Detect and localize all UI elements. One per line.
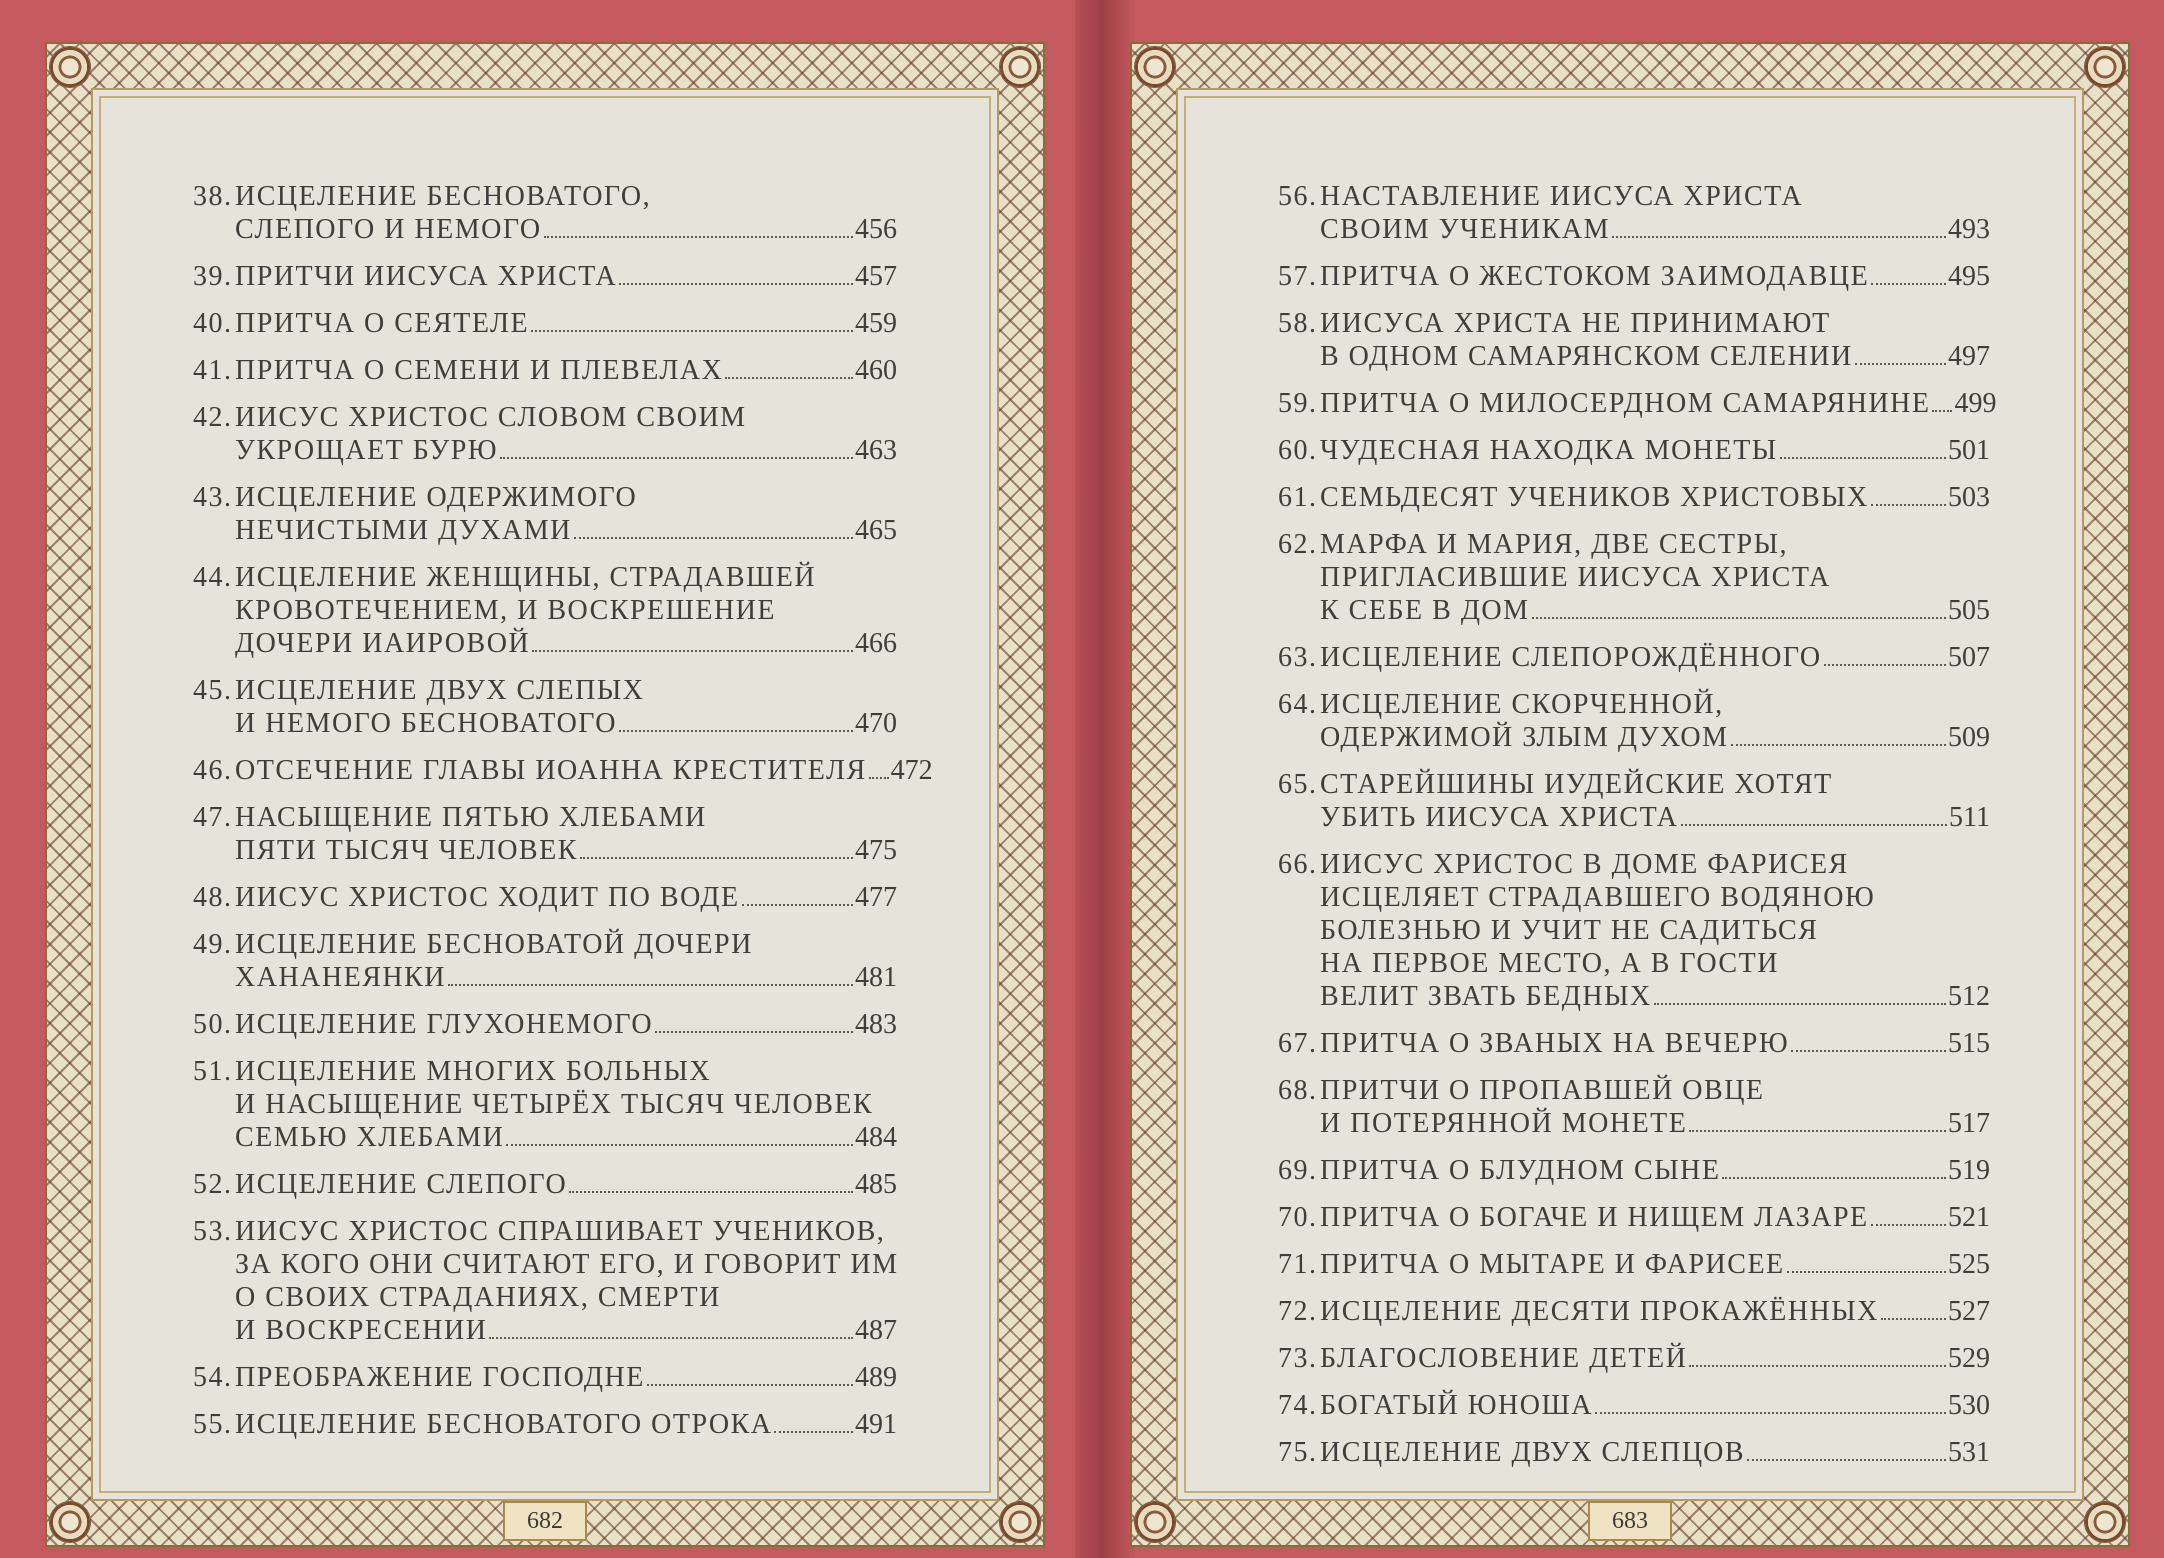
- dot-leader: [1689, 1365, 1946, 1367]
- toc-entry-title-line: ПЯТИ ТЫСЯЧ ЧЕЛОВЕК: [235, 835, 578, 866]
- toc-entry-number: 58.: [1278, 308, 1318, 339]
- toc-entry-page: 512: [1948, 981, 1990, 1012]
- toc-entry-title-line: ПРИТЧА О СЕМЕНИ И ПЛЕВЕЛАХ: [235, 355, 724, 386]
- toc-entry: [1278, 688, 1990, 754]
- right-page-paper: [1176, 88, 2084, 1501]
- toc-entry: [1278, 641, 1990, 674]
- toc-entry: [193, 260, 897, 293]
- toc-entry-number: 60.: [1278, 435, 1318, 466]
- toc-entry-number: 44.: [193, 562, 233, 593]
- toc-entry-title-line: СЛЕПОГО И НЕМОГО: [235, 214, 542, 245]
- corner-ornament-icon: [2084, 46, 2126, 88]
- toc-entry-title-line: И ПОТЕРЯННОЙ МОНЕТЕ: [1320, 1108, 1688, 1139]
- toc-entry-page: 503: [1948, 482, 1990, 513]
- toc-entry: [1278, 1027, 1990, 1060]
- dot-leader: [1871, 504, 1946, 506]
- toc-entry-title-line: ИСЦЕЛЕНИЕ ГЛУХОНЕМОГО: [235, 1009, 654, 1040]
- dot-leader: [1780, 457, 1946, 459]
- toc-entry-title-line: И НЕМОГО БЕСНОВАТОГО: [235, 708, 618, 739]
- corner-ornament-icon: [1134, 46, 1176, 88]
- toc-entry-title-line: НАСТАВЛЕНИЕ ИИСУСА ХРИСТА: [1320, 181, 1804, 212]
- dot-leader: [725, 377, 853, 379]
- toc-entry-title-line: БОГАТЫЙ ЮНОША: [1320, 1390, 1593, 1421]
- corner-ornament-icon: [49, 1501, 91, 1543]
- dot-leader: [500, 457, 853, 459]
- toc-entry-page: 527: [1948, 1296, 1990, 1327]
- toc-entry-title-line: ИСЦЕЛЕНИЕ ДВУХ СЛЕПЫХ: [235, 675, 645, 706]
- toc-entry-title-line: ХАНАНЕЯНКИ: [235, 962, 446, 993]
- toc-entry-number: 56.: [1278, 181, 1318, 212]
- dot-leader: [1932, 410, 1952, 412]
- toc-entry-page: 521: [1948, 1202, 1990, 1233]
- dot-leader: [531, 330, 853, 332]
- toc-entry-title-line: ПРИТЧИ О ПРОПАВШЕЙ ОВЦЕ: [1320, 1075, 1765, 1106]
- toc-entry: [193, 1008, 897, 1041]
- toc-entry-page: 505: [1948, 595, 1990, 626]
- toc-entry: [1278, 1342, 1990, 1375]
- toc-entry-title-line: СВОИМ УЧЕНИКАМ: [1320, 214, 1611, 245]
- toc-entry: [193, 1361, 897, 1394]
- toc-entry-number: 52.: [193, 1169, 233, 1200]
- toc-entry-number: 59.: [1278, 388, 1318, 419]
- toc-entry-number: 67.: [1278, 1028, 1318, 1059]
- toc-entry-page: 475: [855, 835, 897, 866]
- dot-leader: [1787, 1271, 1946, 1273]
- toc-entry: [193, 307, 897, 340]
- toc-entry-page: 481: [855, 962, 897, 993]
- toc-entry-title-line: ИИСУС ХРИСТОС СПРАШИВАЕТ УЧЕНИКОВ,: [235, 1216, 886, 1247]
- toc-entry: [193, 1408, 897, 1441]
- toc-entry-number: 64.: [1278, 689, 1318, 720]
- book-gutter: [1075, 0, 1135, 1558]
- toc-entry-title-line: ПРИТЧА О ЖЕСТОКОМ ЗАИМОДАВЦЕ: [1320, 261, 1870, 292]
- toc-entry-title-line: ИСЦЕЛЯЕТ СТРАДАВШЕГО ВОДЯНОЮ: [1320, 882, 1876, 913]
- dot-leader: [869, 777, 889, 779]
- toc-entry: [193, 180, 897, 246]
- toc-entry-page: 485: [855, 1169, 897, 1200]
- toc-entry-number: 65.: [1278, 769, 1318, 800]
- toc-entry-page: 483: [855, 1009, 897, 1040]
- page-number: 683: [1588, 1501, 1672, 1541]
- toc-entry-page: 497: [1948, 341, 1990, 372]
- toc-entry-number: 42.: [193, 402, 233, 433]
- toc-entry-number: 46.: [193, 755, 233, 786]
- dot-leader: [506, 1144, 853, 1146]
- toc-entry-title-line: ПРИГЛАСИВШИЕ ИИСУСА ХРИСТА: [1320, 562, 1831, 593]
- toc-entry: [193, 754, 933, 787]
- dot-leader: [448, 984, 853, 986]
- toc-entry-page: 529: [1948, 1343, 1990, 1374]
- toc-entry-title-line: ОТСЕЧЕНИЕ ГЛАВЫ ИОАННА КРЕСТИТЕЛЯ: [235, 755, 867, 786]
- corner-ornament-icon: [49, 46, 91, 88]
- dot-leader: [569, 1191, 853, 1193]
- dot-leader: [1654, 1003, 1946, 1005]
- dot-leader: [489, 1337, 853, 1339]
- dot-leader: [1595, 1412, 1946, 1414]
- page-number: 682: [503, 1501, 587, 1541]
- toc-entry-title-line: ПРИТЧА О БЛУДНОМ СЫНЕ: [1320, 1155, 1721, 1186]
- toc-entry-number: 68.: [1278, 1075, 1318, 1106]
- toc-entry: [193, 561, 897, 660]
- toc-entry-page: 460: [855, 355, 897, 386]
- toc-entry-page: 495: [1948, 261, 1990, 292]
- dot-leader: [1881, 1318, 1946, 1320]
- toc-entry-number: 55.: [193, 1409, 233, 1440]
- toc-entry-number: 47.: [193, 802, 233, 833]
- toc-entry-page: 470: [855, 708, 897, 739]
- toc-entry: [193, 1215, 897, 1347]
- toc-entry-page: 456: [855, 214, 897, 245]
- dot-leader: [742, 904, 853, 906]
- toc-entry-title-line: СТАРЕЙШИНЫ ИУДЕЙСКИЕ ХОТЯТ: [1320, 769, 1833, 800]
- toc-entry-number: 66.: [1278, 849, 1318, 880]
- toc-entry: [193, 481, 897, 547]
- toc-entry-number: 69.: [1278, 1155, 1318, 1186]
- toc-entry-page: 489: [855, 1362, 897, 1393]
- dot-leader: [532, 650, 853, 652]
- toc-entry-page: 491: [855, 1409, 897, 1440]
- dot-leader: [619, 730, 853, 732]
- toc-entry-number: 50.: [193, 1009, 233, 1040]
- toc-entry: [1278, 481, 1990, 514]
- toc-entry-page: 525: [1948, 1249, 1990, 1280]
- toc-entry: [1278, 1154, 1990, 1187]
- toc-entry-title-line: В ОДНОМ САМАРЯНСКОМ СЕЛЕНИИ: [1320, 341, 1853, 372]
- toc-entry: [193, 674, 897, 740]
- toc-entry: [193, 401, 897, 467]
- toc-entry-page: 493: [1948, 214, 1990, 245]
- dot-leader: [1824, 664, 1946, 666]
- toc-entry-title-line: ИСЦЕЛЕНИЕ ДЕСЯТИ ПРОКАЖЁННЫХ: [1320, 1296, 1879, 1327]
- toc-entry-title-line: ИСЦЕЛЕНИЕ СЛЕПОГО: [235, 1169, 568, 1200]
- toc-entry-title-line: ПРИТЧИ ИИСУСА ХРИСТА: [235, 261, 618, 292]
- toc-entry-number: 63.: [1278, 642, 1318, 673]
- toc-entry-page: 517: [1948, 1108, 1990, 1139]
- toc-entry-title-line: МАРФА И МАРИЯ, ДВЕ СЕСТРЫ,: [1320, 529, 1789, 560]
- dot-leader: [580, 857, 853, 859]
- dot-leader: [1532, 617, 1946, 619]
- toc-entry: [193, 928, 897, 994]
- toc-entry-title-line: ИСЦЕЛЕНИЕ БЕСНОВАТОГО ОТРОКА: [235, 1409, 773, 1440]
- dot-leader: [647, 1384, 853, 1386]
- toc-entry-title-line: ИИСУС ХРИСТОС В ДОМЕ ФАРИСЕЯ: [1320, 849, 1849, 880]
- toc-entry-title-line: И НАСЫЩЕНИЕ ЧЕТЫРЁХ ТЫСЯЧ ЧЕЛОВЕК: [235, 1089, 874, 1120]
- toc-entry-title-line: ИСЦЕЛЕНИЕ ДВУХ СЛЕПЦОВ: [1320, 1437, 1746, 1468]
- toc-entry-title-line: ИИСУС ХРИСТОС СЛОВОМ СВОИМ: [235, 402, 747, 433]
- toc-entry-title-line: ИСЦЕЛЕНИЕ БЕСНОВАТОЙ ДОЧЕРИ: [235, 929, 753, 960]
- toc-entry-number: 72.: [1278, 1296, 1318, 1327]
- dot-leader: [1747, 1459, 1946, 1461]
- toc-entry-page: 519: [1948, 1155, 1990, 1186]
- toc-entry-number: 49.: [193, 929, 233, 960]
- toc-entry-number: 41.: [193, 355, 233, 386]
- toc-entry: [1278, 528, 1990, 627]
- toc-entry-title-line: ВЕЛИТ ЗВАТЬ БЕДНЫХ: [1320, 981, 1652, 1012]
- toc-entry-title-line: ИИСУСА ХРИСТА НЕ ПРИНИМАЮТ: [1320, 308, 1831, 339]
- toc-entry-title-line: УБИТЬ ИИСУСА ХРИСТА: [1320, 802, 1679, 833]
- toc-entry-number: 48.: [193, 882, 233, 913]
- toc-entry-number: 43.: [193, 482, 233, 513]
- dot-leader: [1855, 363, 1946, 365]
- toc-entry-number: 53.: [193, 1216, 233, 1247]
- toc-entry-number: 70.: [1278, 1202, 1318, 1233]
- toc-entry-number: 40.: [193, 308, 233, 339]
- toc-entry-title-line: НА ПЕРВОЕ МЕСТО, А В ГОСТИ: [1320, 948, 1779, 979]
- corner-ornament-icon: [999, 1501, 1041, 1543]
- toc-entry: [1278, 1295, 1990, 1328]
- toc-entry-title-line: К СЕБЕ В ДОМ: [1320, 595, 1530, 626]
- toc-entry: [1278, 848, 1990, 1013]
- toc-entry-title-line: ИСЦЕЛЕНИЕ ЖЕНЩИНЫ, СТРАДАВШЕЙ: [235, 562, 817, 593]
- dot-leader: [1722, 1177, 1946, 1179]
- toc-entry-title-line: ДОЧЕРИ ИАИРОВОЙ: [235, 628, 531, 659]
- toc-entry: [1278, 1248, 1990, 1281]
- toc-entry-page: 459: [855, 308, 897, 339]
- left-page-paper: [91, 88, 999, 1501]
- toc-entry-title-line: УКРОЩАЕТ БУРЮ: [235, 435, 499, 466]
- toc-entry-number: 54.: [193, 1362, 233, 1393]
- toc-entry-title-line: ПРИТЧА О МИЛОСЕРДНОМ САМАРЯНИНЕ: [1320, 388, 1931, 419]
- toc-entry-page: 463: [855, 435, 897, 466]
- toc-entry-title-line: И ВОСКРЕСЕНИИ: [235, 1315, 488, 1346]
- toc-entry-title-line: ПРЕОБРАЖЕНИЕ ГОСПОДНЕ: [235, 1362, 645, 1393]
- toc-entry-title-line: ЗА КОГО ОНИ СЧИТАЮТ ЕГО, И ГОВОРИТ ИМ: [235, 1249, 899, 1280]
- toc-entry: [193, 881, 897, 914]
- corner-ornament-icon: [2084, 1501, 2126, 1543]
- toc-entry-page: 472: [890, 755, 933, 786]
- toc-entry-title-line: НАСЫЩЕНИЕ ПЯТЬЮ ХЛЕБАМИ: [235, 802, 707, 833]
- toc-entry-title-line: ИСЦЕЛЕНИЕ БЕСНОВАТОГО,: [235, 181, 652, 212]
- toc-entry-title-line: ПРИТЧА О МЫТАРЕ И ФАРИСЕЕ: [1320, 1249, 1785, 1280]
- toc-entry: [193, 1055, 897, 1154]
- toc-entry-page: 487: [855, 1315, 897, 1346]
- toc-entry-title-line: ИСЦЕЛЕНИЕ СЛЕПОРОЖДЁННОГО: [1320, 642, 1822, 673]
- toc-entry: [193, 1168, 897, 1201]
- corner-ornament-icon: [1134, 1501, 1176, 1543]
- toc-entry: [193, 801, 897, 867]
- toc-entry-title-line: ИСЦЕЛЕНИЕ МНОГИХ БОЛЬНЫХ: [235, 1056, 712, 1087]
- left-page: [45, 42, 1045, 1547]
- toc-entry-number: 71.: [1278, 1249, 1318, 1280]
- toc-entry-title-line: ИИСУС ХРИСТОС ХОДИТ ПО ВОДЕ: [235, 882, 740, 913]
- toc-entry-title-line: ИСЦЕЛЕНИЕ ОДЕРЖИМОГО: [235, 482, 638, 513]
- toc-entry: [1278, 434, 1990, 467]
- toc-entry-page: 457: [855, 261, 897, 292]
- dot-leader: [574, 537, 853, 539]
- toc-entry-title-line: КРОВОТЕЧЕНИЕМ, И ВОСКРЕШЕНИЕ: [235, 595, 777, 626]
- dot-leader: [1791, 1050, 1946, 1052]
- toc-entry-number: 57.: [1278, 261, 1318, 292]
- toc-entry-number: 62.: [1278, 529, 1318, 560]
- toc-list: [1278, 180, 1997, 1483]
- toc-entry-title-line: СЕМЬДЕСЯТ УЧЕНИКОВ ХРИСТОВЫХ: [1320, 482, 1869, 513]
- toc-entry: [1278, 387, 1997, 420]
- toc-entry-title-line: ПРИТЧА О ЗВАНЫХ НА ВЕЧЕРЮ: [1320, 1028, 1790, 1059]
- toc-entry-title-line: ПРИТЧА О БОГАЧЕ И НИЩЕМ ЛАЗАРЕ: [1320, 1202, 1869, 1233]
- dot-leader: [1689, 1130, 1946, 1132]
- dot-leader: [655, 1031, 853, 1033]
- toc-entry-title-line: ИСЦЕЛЕНИЕ СКОРЧЕННОЙ,: [1320, 689, 1724, 720]
- toc-entry: [1278, 180, 1990, 246]
- toc-entry-number: 61.: [1278, 482, 1318, 513]
- toc-list: [193, 180, 933, 1455]
- toc-entry-title-line: ЧУДЕСНАЯ НАХОДКА МОНЕТЫ: [1320, 435, 1778, 466]
- toc-entry-page: 531: [1948, 1437, 1990, 1468]
- toc-entry: [1278, 1074, 1990, 1140]
- toc-entry-number: 51.: [193, 1056, 233, 1087]
- toc-entry: [193, 354, 897, 387]
- toc-entry-page: 499: [1954, 388, 1997, 419]
- right-page: [1130, 42, 2130, 1547]
- toc-entry-title-line: ОДЕРЖИМОЙ ЗЛЫМ ДУХОМ: [1320, 722, 1729, 753]
- toc-entry-page: 477: [855, 882, 897, 913]
- toc-entry: [1278, 1389, 1990, 1422]
- dot-leader: [1612, 236, 1946, 238]
- toc-entry-page: 509: [1948, 722, 1990, 753]
- dot-leader: [544, 236, 853, 238]
- toc-entry-page: 507: [1948, 642, 1990, 673]
- toc-entry: [1278, 1436, 1990, 1469]
- dot-leader: [1681, 824, 1948, 826]
- dot-leader: [774, 1431, 853, 1433]
- toc-entry: [1278, 1201, 1990, 1234]
- dot-leader: [1731, 744, 1946, 746]
- toc-entry-page: 484: [855, 1122, 897, 1153]
- toc-entry-page: 530: [1948, 1390, 1990, 1421]
- toc-entry-page: 501: [1948, 435, 1990, 466]
- corner-ornament-icon: [999, 46, 1041, 88]
- toc-entry-number: 38.: [193, 181, 233, 212]
- dot-leader: [619, 283, 853, 285]
- dot-leader: [1871, 283, 1946, 285]
- toc-entry-title-line: СЕМЬЮ ХЛЕБАМИ: [235, 1122, 505, 1153]
- toc-entry: [1278, 307, 1990, 373]
- toc-entry-number: 39.: [193, 261, 233, 292]
- toc-entry-number: 75.: [1278, 1437, 1318, 1468]
- dot-leader: [1871, 1224, 1946, 1226]
- toc-entry-number: 45.: [193, 675, 233, 706]
- toc-entry-title-line: НЕЧИСТЫМИ ДУХАМИ: [235, 515, 572, 546]
- toc-entry: [1278, 260, 1990, 293]
- toc-entry-page: 511: [1949, 802, 1990, 833]
- toc-entry-number: 74.: [1278, 1390, 1318, 1421]
- toc-entry-page: 515: [1948, 1028, 1990, 1059]
- toc-entry: [1278, 768, 1990, 834]
- toc-entry-page: 466: [855, 628, 897, 659]
- toc-entry-page: 465: [855, 515, 897, 546]
- toc-entry-title-line: ПРИТЧА О СЕЯТЕЛЕ: [235, 308, 530, 339]
- toc-entry-title-line: БЛАГОСЛОВЕНИЕ ДЕТЕЙ: [1320, 1343, 1688, 1374]
- toc-entry-number: 73.: [1278, 1343, 1318, 1374]
- toc-entry-title-line: БОЛЕЗНЬЮ И УЧИТ НЕ САДИТЬСЯ: [1320, 915, 1819, 946]
- toc-entry-title-line: О СВОИХ СТРАДАНИЯХ, СМЕРТИ: [235, 1282, 721, 1313]
